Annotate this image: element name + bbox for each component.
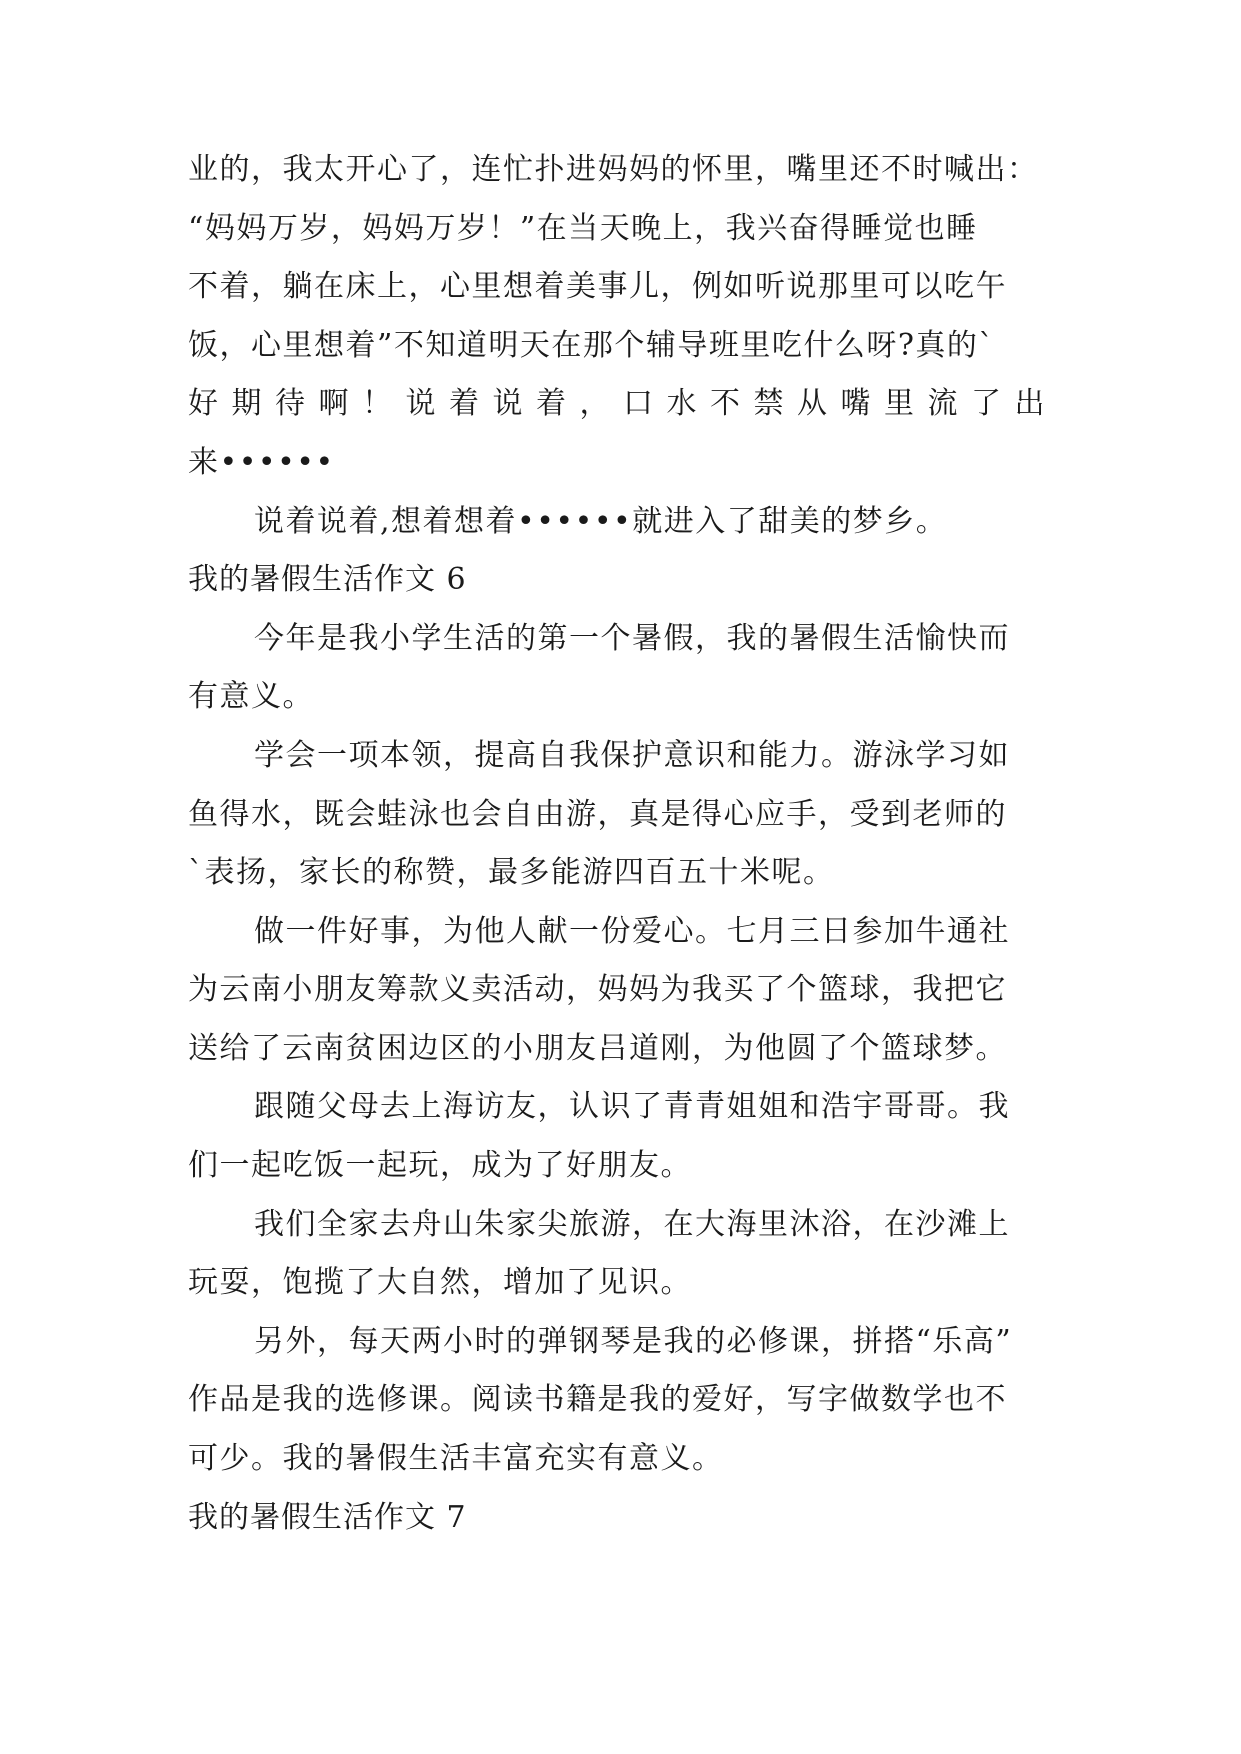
text-line: 玩耍，饱揽了大自然，增加了见识。 [188, 1265, 692, 1300]
text-line: 为云南小朋友筹款义卖活动，妈妈为我买了个篮球，我把它 [188, 972, 1007, 1007]
text-line: 业的，我太开心了，连忙扑进妈妈的怀里，嘴里还不时喊出： [188, 152, 1039, 187]
paragraph-line: 学会一项本领，提高自我保护意识和能力。游泳学习如 [254, 738, 1010, 773]
paragraph-line: 跟随父母去上海访友，认识了青青姐姐和浩宇哥哥。我 [254, 1089, 1010, 1124]
section-heading: 我的暑假生活作文 6 [188, 562, 467, 597]
text-line: 送给了云南贫困边区的小朋友吕道刚，为他圆了个篮球梦。 [188, 1031, 1007, 1066]
text-line: 们一起吃饭一起玩，成为了好朋友。 [188, 1148, 692, 1183]
text-line: `表扬，家长的称赞，最多能游四百五十米呢。 [188, 855, 835, 890]
text-line: 好期待啊！说着说着，口水不禁从嘴里流了出 [188, 386, 1046, 421]
text-line: 不着，躺在床上，心里想着美事儿，例如听说那里可以吃午 [188, 269, 1007, 304]
paragraph-line: 做一件好事，为他人献一份爱心。七月三日参加牛通社 [254, 914, 1010, 949]
text-line: 饭，心里想着”不知道明天在那个辅导班里吃什么呀?真的` [188, 328, 995, 363]
text-line: 有意义。 [188, 679, 314, 714]
paragraph-line: 我们全家去舟山朱家尖旅游，在大海里沐浴，在沙滩上 [254, 1207, 1010, 1242]
paragraph-line: 今年是我小学生活的第一个暑假，我的暑假生活愉快而 [254, 621, 1010, 656]
text-line: “妈妈万岁，妈妈万岁！”在当天晚上，我兴奋得睡觉也睡 [188, 211, 978, 246]
section-heading: 我的暑假生活作文 7 [188, 1500, 467, 1535]
text-line: 来•••••• [188, 445, 335, 480]
paragraph-line: 另外，每天两小时的弹钢琴是我的必修课，拼搭“乐高” [254, 1324, 1013, 1359]
text-line: 可少。我的暑假生活丰富充实有意义。 [188, 1441, 724, 1476]
text-line: 鱼得水，既会蛙泳也会自由游，真是得心应手，受到老师的 [188, 797, 1007, 832]
paragraph-line: 说着说着,想着想着••••••就进入了甜美的梦乡。 [254, 504, 948, 539]
text-line: 作品是我的选修课。阅读书籍是我的爱好，写字做数学也不 [188, 1382, 1007, 1417]
